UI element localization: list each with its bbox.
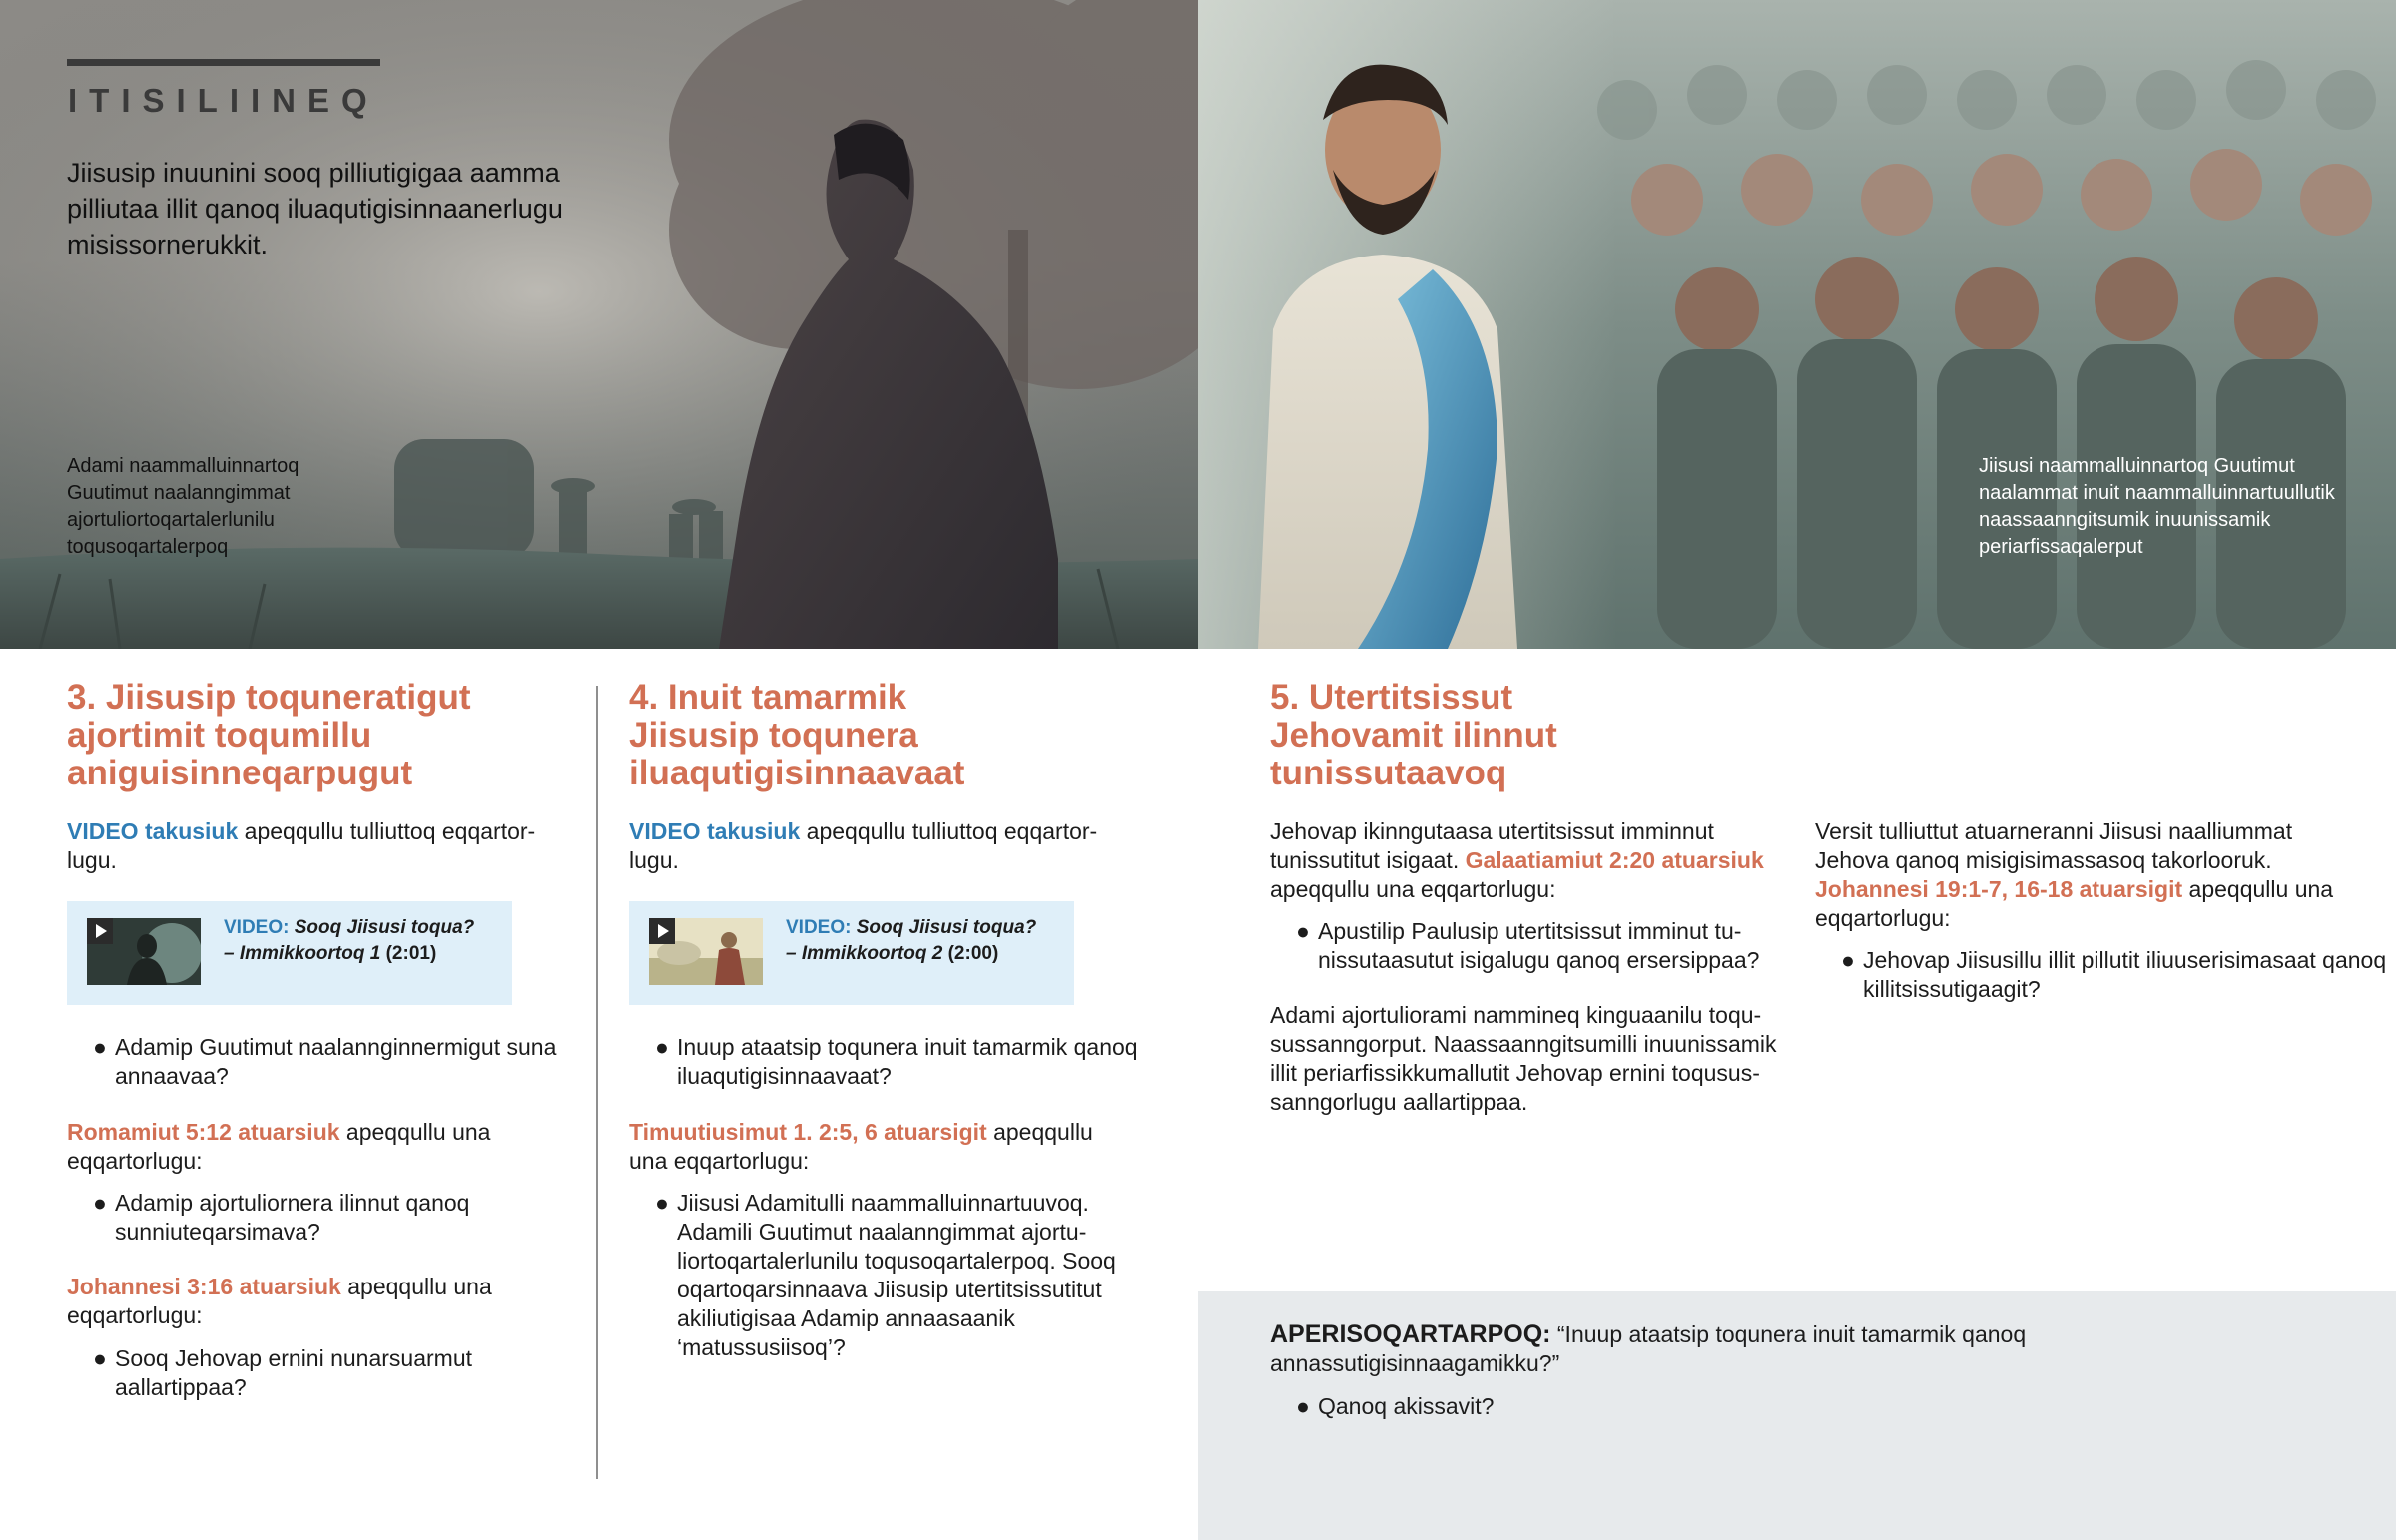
section-4-question-2-text: Jiisusi Adamitulli naammalluinnartuuvoq. Adamili Guutimut naalanngimmat ajortuliortoqartalerlunilu toqusoqartalerpoq. Sooq oqartoqarsinnaava Jiisusip utertitsissutitut akiliutigisaa Adamip annaasaanik ‘matussusiisoq’? [677, 1190, 1116, 1360]
section-3-question-2-text: Adamip ajortuliornera ilinnut qanoq sunniuteqarsimava? [115, 1190, 470, 1245]
section-5-paragraph-3 [1815, 817, 2354, 933]
question-box-quote [1270, 1320, 2029, 1378]
section-5-title: 5. Utertitsissut Jehovamit ilinnut tunissutaavoq [1270, 678, 1557, 792]
question-box-question [1270, 1392, 1817, 1421]
video-card-1-text [224, 915, 474, 967]
section-3-ref-1-rest: apeqqullu una [339, 1119, 491, 1145]
bullet-icon: ● [655, 1190, 669, 1216]
section-5-question-1 [1270, 917, 1837, 975]
caption-adam: Adami naammalluinnartoq Guutimut naalanngimmat ajortuliortoqartalerlunilu toqusoqartalerpoq [67, 455, 300, 558]
section-5-paragraph-2: Adami ajortuliorami nammineq kinguaanilu toqusussanngorput. Naassaanngitsumilli inuunissamik illit periarfissikkumallutit Jehovap ernini toqusussanngorlugu aallartippaa. [1270, 1002, 1777, 1115]
column-divider [596, 686, 598, 1479]
video-card-2-title: Sooq Jiisusi toqua? [851, 917, 1037, 938]
section-5-paragraph-1 [1270, 817, 1789, 904]
bullet-icon: ● [1296, 918, 1310, 944]
section-4-ref-1-rest: apeqqullu [986, 1119, 1093, 1145]
caption-jesus: Jiisusi naammalluinnartoq Guutimut naalammat inuit naammalluinnartuullutik naassaanngitsumik inuunissamik periarfissaqalerput [1979, 455, 2335, 558]
section-3-ref-1-link[interactable]: Romamiut 5:12 atuarsiuk [67, 1119, 340, 1145]
section-3-question-1-text: Adamip Guutimut naalannginnermigut suna annaavaa? [115, 1034, 557, 1089]
section-3-ref-1-rest2: eqqartorlugu: [67, 1148, 203, 1174]
section-5-question-2 [1815, 946, 2396, 1004]
section-3-video-rest: apeqqullu tulliuttoq eqqartorlugu. [67, 818, 536, 873]
section-4-question-1 [629, 1033, 1146, 1091]
play-icon[interactable] [649, 918, 675, 944]
section-5-ref-1-link[interactable]: Galaatiamiut 2:20 atuarsiuk [1465, 847, 1764, 873]
bullet-icon: ● [1296, 1393, 1310, 1419]
section-5-paragraph-3-b: apeqqullu una eqqartorlugu: [1815, 876, 2334, 931]
video-thumbnail-1[interactable] [87, 918, 201, 985]
section-4-ref-1 [629, 1118, 1128, 1176]
bullet-icon: ● [1841, 947, 1855, 973]
bullet-icon: ● [93, 1345, 107, 1371]
question-box-question-text: Qanoq akissavit? [1318, 1393, 1495, 1419]
section-4-video-link[interactable]: VIDEO takusiuk [629, 818, 801, 844]
section-3-title: 3. Jiisusip toquneratigut ajortimit toqumillu aniguisinneqarpugut [67, 678, 471, 792]
section-4-title: 4. Inuit tamarmik Jiisusip toqunera iluaqutigisinnaavaat [629, 678, 965, 792]
play-icon[interactable] [87, 918, 113, 944]
video-card-2-text [786, 915, 1036, 967]
video-card-1-label: VIDEO: [224, 917, 290, 938]
section-5-question-2-text: Jehovap Jiisusillu illit pillutit iliuuserisimasaat qanoq killitsissutigaagit? [1863, 947, 2387, 1002]
intro-rule [67, 59, 380, 66]
section-4-question-2 [629, 1189, 1154, 1362]
section-3-video-intro [67, 817, 556, 875]
section-3-question-2 [67, 1189, 574, 1247]
section-3-ref-2-rest2: eqqartorlugu: [67, 1302, 203, 1328]
section-3-ref-2-rest: apeqqullu una [340, 1274, 492, 1299]
section-3-ref-1 [67, 1118, 556, 1176]
video-card-2[interactable] [629, 901, 1074, 1005]
video-card-1-duration: (2:01) [380, 943, 437, 964]
section-3-question-3-text: Sooq Jehovap ernini nunarsuarmut aallartippaa? [115, 1345, 473, 1400]
section-3-question-1 [67, 1033, 574, 1091]
bullet-icon: ● [93, 1190, 107, 1216]
section-5-paragraph-1-a: Jehovap ikinngutaasa utertitsissut imminnut tunissutitut isigaat. [1270, 818, 1714, 873]
video-card-1[interactable] [67, 901, 512, 1005]
section-5-ref-2-link[interactable]: Johannesi 19:1-7, 16-18 atuarsigit [1815, 876, 2183, 902]
section-3-ref-2-link[interactable]: Johannesi 3:16 atuarsiuk [67, 1274, 341, 1299]
video-card-2-subtitle: – Immikkoortoq 2 [786, 943, 943, 964]
video-card-1-title: Sooq Jiisusi toqua? [289, 917, 475, 938]
section-3-question-3 [67, 1344, 574, 1402]
intro-title: ITISILIINEQ [68, 82, 379, 119]
section-3-ref-2 [67, 1273, 556, 1330]
section-5-paragraph-3-a: Versit tulliuttut atuarneranni Jiisusi naalliummat Jehova qanoq misigisimassasoq takorlooruk. [1815, 818, 2293, 873]
section-5-paragraph-1-b: apeqqullu una eqqartorlugu: [1270, 876, 1556, 902]
video-card-2-label: VIDEO: [786, 917, 852, 938]
section-3-video-link[interactable]: VIDEO takusiuk [67, 818, 239, 844]
question-box-quote-text: “Inuup ataatsip toqunera inuit tamarmik qanoq annassutigisinnaagamikku?” [1270, 1321, 2027, 1376]
section-5-question-1-text: Apustilip Paulusip utertitsissut imminut tunissutaasutut isigalugu qanoq ersersippaa? [1318, 918, 1760, 973]
section-4-video-intro [629, 817, 1118, 875]
section-4-ref-1-link[interactable]: Timuutiusimut 1. 2:5, 6 atuarsigit [629, 1119, 987, 1145]
section-4-ref-1-rest2: una eqqartorlugu: [629, 1148, 810, 1174]
question-box-label: APERISOQARTARPOQ: [1270, 1320, 1551, 1348]
section-4-question-1-text: Inuup ataatsip toqunera inuit tamarmik qanoq iluaqutigisinnaavaat? [677, 1034, 1138, 1089]
video-card-2-duration: (2:00) [942, 943, 999, 964]
video-card-1-subtitle: – Immikkoortoq 1 [224, 943, 381, 964]
bullet-icon: ● [655, 1034, 669, 1060]
section-4-video-rest: apeqqullu tulliuttoq eqqartorlugu. [629, 818, 1098, 873]
intro-text: Jiisusip inuunini sooq pilliutigigaa aamma pilliutaa illit qanoq iluaqutigisinnaanerlugu misissornerukkit. [67, 158, 563, 259]
video-thumbnail-2[interactable] [649, 918, 763, 985]
bullet-icon: ● [93, 1034, 107, 1060]
